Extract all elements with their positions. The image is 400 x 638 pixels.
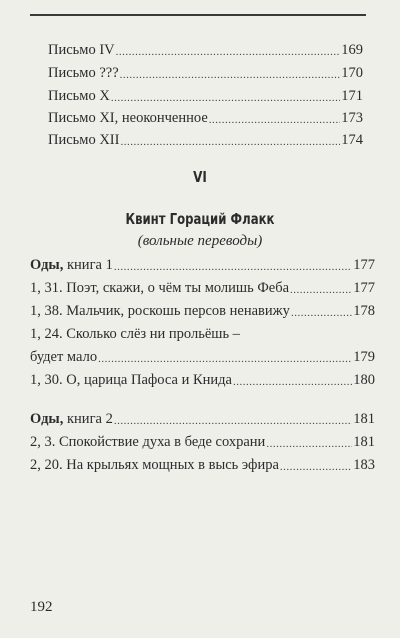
toc-entry-page: 169 [341, 42, 363, 58]
dot-leader [209, 109, 340, 127]
toc-entry-label: 2, 20. На крыльях мощных в высь эфира [30, 457, 279, 473]
toc-entry-label: 1, 38. Мальчик, роскошь персов ненавижу [30, 303, 290, 319]
dot-leader [266, 433, 352, 451]
dot-leader [114, 256, 352, 274]
dot-leader [114, 410, 352, 428]
dot-leader [116, 41, 341, 59]
toc-entry-page: 181 [353, 411, 375, 427]
book-title-bold: Оды, [30, 257, 64, 273]
toc-entry [48, 64, 363, 82]
toc-entry-label: будет мало [30, 349, 98, 365]
toc-entry-page: 183 [353, 457, 375, 473]
toc-book-entry [30, 410, 375, 428]
toc-entry-label: Письмо IV [48, 42, 115, 58]
top-rule [30, 14, 366, 16]
dot-leader [120, 64, 341, 82]
dot-leader [290, 279, 352, 297]
toc-entry-page: 181 [353, 434, 375, 450]
dot-leader [280, 456, 352, 474]
toc-entry-label: 2, 3. Спокойствие духа в беде сохрани [30, 434, 266, 450]
book-title-rest: книга 2 [63, 411, 113, 427]
toc-entry [48, 109, 363, 127]
toc-entry [48, 41, 363, 59]
toc-entry [30, 456, 375, 474]
toc-book-entry [30, 256, 375, 274]
toc-book-label [30, 256, 113, 274]
toc-entry-page: 174 [341, 132, 363, 148]
toc-entry-page: 177 [353, 280, 375, 296]
toc-entry-label: Письмо XII [48, 132, 120, 148]
section-number: VI [193, 168, 207, 186]
toc-entry-label: 1, 24. Сколько слёз ни прольёшь – [30, 326, 240, 342]
toc-entry [30, 279, 375, 297]
toc-entry [48, 87, 363, 105]
toc-entry [48, 131, 363, 149]
toc-entry-page: 173 [341, 110, 363, 126]
toc-entry-page: 177 [353, 257, 375, 273]
dot-leader [291, 302, 352, 320]
dot-leader [233, 371, 352, 389]
toc-entry-page: 178 [353, 303, 375, 319]
toc-entry-label: Письмо X [48, 88, 110, 104]
toc-entry-label: 1, 30. О, царица Пафоса и Книда [30, 372, 232, 388]
toc-entry-page: 170 [341, 65, 363, 81]
toc-entry [30, 433, 375, 451]
toc-entry-label: 1, 31. Поэт, скажи, о чём ты молишь Феба [30, 280, 290, 296]
toc-entry-first-line [30, 325, 375, 343]
book-title-rest: книга 1 [63, 257, 113, 273]
toc-entry-page: 179 [353, 349, 375, 365]
toc-entry-label: Письмо ??? [48, 65, 119, 81]
author-heading: Квинт Гораций Флакк [125, 210, 275, 228]
book-title-bold: Оды, [30, 411, 64, 427]
toc-entry-page: 180 [353, 372, 375, 388]
dot-leader [111, 87, 340, 105]
toc-book-label [30, 410, 113, 428]
toc-entry [30, 348, 375, 366]
toc-entry-label: Письмо XI, неоконченное [48, 110, 208, 126]
toc-entry [30, 302, 375, 320]
section-subtitle: (вольные переводы) [137, 233, 263, 249]
page-number: 192 [30, 599, 53, 615]
dot-leader [98, 348, 352, 366]
toc-entry [30, 371, 375, 389]
toc-entry-page: 171 [341, 88, 363, 104]
dot-leader [120, 131, 340, 149]
